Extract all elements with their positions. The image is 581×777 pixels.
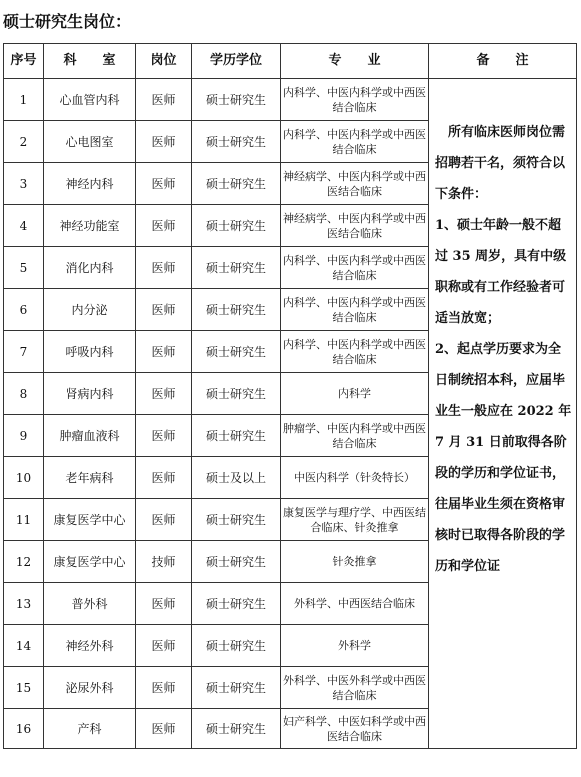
cell-dept: 神经内科 [44,163,136,205]
cell-index: 12 [4,541,44,583]
cell-dept: 神经功能室 [44,205,136,247]
cell-degree: 硕士研究生 [192,121,281,163]
header-row [4,44,577,79]
cell-major: 康复医学与理疗学、中西医结合临床、针灸推拿 [281,499,429,541]
cell-major: 内科学、中医内科学或中西医结合临床 [281,289,429,331]
cell-index: 3 [4,163,44,205]
cell-index: 13 [4,583,44,625]
cell-major: 神经病学、中医内科学或中西医结合临床 [281,163,429,205]
header-index: 序号 [4,44,44,79]
cell-major: 外科学、中医外科学或中西医结合临床 [281,667,429,709]
cell-post: 医师 [136,499,192,541]
cell-index: 5 [4,247,44,289]
cell-degree: 硕士研究生 [192,415,281,457]
cell-dept: 消化内科 [44,247,136,289]
cell-dept: 康复医学中心 [44,541,136,583]
cell-degree: 硕士研究生 [192,625,281,667]
cell-major: 内科学、中医内科学或中西医结合临床 [281,247,429,289]
cell-major: 内科学、中医内科学或中西医结合临床 [281,331,429,373]
cell-degree: 硕士研究生 [192,79,281,121]
cell-post: 医师 [136,163,192,205]
cell-dept: 泌尿外科 [44,667,136,709]
cell-index: 9 [4,415,44,457]
cell-degree: 硕士研究生 [192,541,281,583]
cell-major: 神经病学、中医内科学或中西医结合临床 [281,205,429,247]
header-major: 专 业 [281,44,429,79]
cell-dept: 肾病内科 [44,373,136,415]
cell-index: 8 [4,373,44,415]
cell-index: 2 [4,121,44,163]
cell-index: 7 [4,331,44,373]
cell-post: 医师 [136,331,192,373]
cell-degree: 硕士及以上 [192,457,281,499]
cell-degree: 硕士研究生 [192,331,281,373]
cell-dept: 肿瘤血液科 [44,415,136,457]
cell-dept: 神经外科 [44,625,136,667]
cell-post: 医师 [136,79,192,121]
cell-degree: 硕士研究生 [192,709,281,749]
cell-post: 医师 [136,625,192,667]
table-body [4,79,577,749]
cell-major: 内科学 [281,373,429,415]
cell-post: 医师 [136,415,192,457]
cell-index: 11 [4,499,44,541]
note-cell [429,79,577,749]
cell-degree: 硕士研究生 [192,247,281,289]
cell-major: 中医内科学（针灸特长） [281,457,429,499]
cell-index: 16 [4,709,44,749]
cell-dept: 呼吸内科 [44,331,136,373]
cell-major: 外科学 [281,625,429,667]
cell-major: 妇产科学、中医妇科学或中西医结合临床 [281,709,429,749]
cell-post: 医师 [136,457,192,499]
cell-post: 医师 [136,667,192,709]
header-degree: 学历学位 [192,44,281,79]
cell-post: 技师 [136,541,192,583]
cell-post: 医师 [136,247,192,289]
cell-dept: 康复医学中心 [44,499,136,541]
header-dept: 科 室 [44,44,136,79]
cell-index: 15 [4,667,44,709]
cell-post: 医师 [136,709,192,749]
cell-index: 14 [4,625,44,667]
cell-degree: 硕士研究生 [192,289,281,331]
cell-degree: 硕士研究生 [192,583,281,625]
cell-post: 医师 [136,373,192,415]
cell-major: 肿瘤学、中医内科学或中西医结合临床 [281,415,429,457]
page-title: 硕士研究生岗位： [3,12,132,31]
cell-major: 外科学、中西医结合临床 [281,583,429,625]
cell-dept: 心血管内科 [44,79,136,121]
cell-degree: 硕士研究生 [192,163,281,205]
cell-degree: 硕士研究生 [192,499,281,541]
note-paragraph: 2、起点学历要求为全日制统招本科，应届毕业生一般应在 2022 年 7 月 31 日前取得各阶段的学历和学位证书，往届毕业生须在资格审核时已取得各阶段的学历和学位证 [435,342,572,574]
cell-post: 医师 [136,583,192,625]
cell-dept: 心电图室 [44,121,136,163]
header-post: 岗位 [136,44,192,79]
cell-degree: 硕士研究生 [192,373,281,415]
positions-table [3,43,577,749]
cell-post: 医师 [136,205,192,247]
cell-dept: 内分泌 [44,289,136,331]
cell-dept: 产科 [44,709,136,749]
cell-degree: 硕士研究生 [192,205,281,247]
cell-major: 内科学、中医内科学或中西医结合临床 [281,79,429,121]
cell-degree: 硕士研究生 [192,667,281,709]
table-row [4,79,577,121]
cell-index: 10 [4,457,44,499]
cell-index: 1 [4,79,44,121]
cell-major: 内科学、中医内科学或中西医结合临床 [281,121,429,163]
header-note: 备 注 [429,44,577,79]
cell-dept: 老年病科 [44,457,136,499]
cell-dept: 普外科 [44,583,136,625]
cell-index: 4 [4,205,44,247]
cell-post: 医师 [136,289,192,331]
cell-index: 6 [4,289,44,331]
cell-major: 针灸推拿 [281,541,429,583]
note-paragraph: 1、硕士年龄一般不超过 35 周岁，具有中级职称或有工作经验者可适当放宽； [435,218,567,326]
cell-post: 医师 [136,121,192,163]
note-paragraph: 所有临床医师岗位需招聘若干名，须符合以下条件： [435,125,566,202]
